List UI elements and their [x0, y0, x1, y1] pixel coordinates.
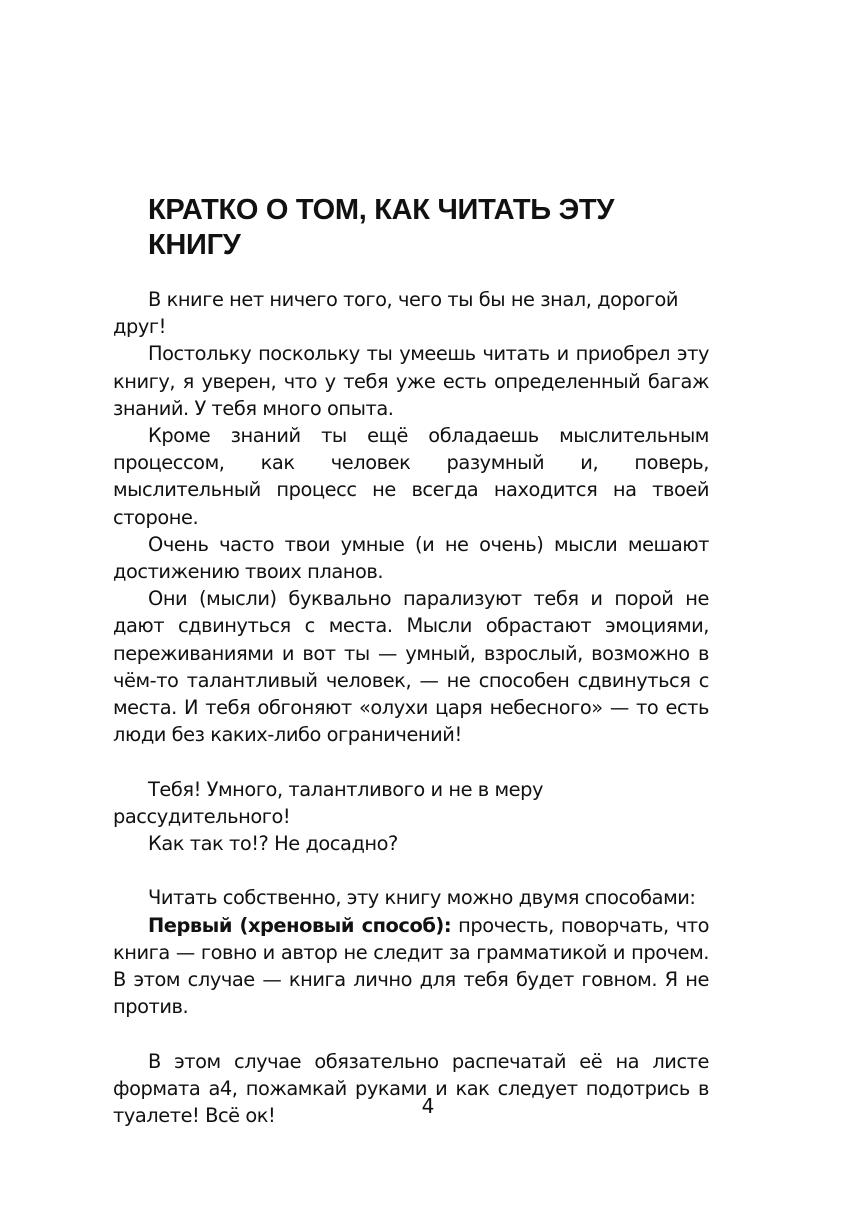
chapter-body	[113, 286, 709, 1129]
paragraph-6: Тебя! Умного, талантливого и не в меру рассудительного!	[113, 777, 543, 828]
page-number: 4	[421, 1094, 435, 1118]
first-method-label: Первый (хреновый способ):	[148, 913, 452, 937]
paragraph-8: Читать собственно, эту книгу можно двумя способами:	[148, 886, 696, 910]
paragraph-1: В книге нет ничего того, чего ты бы не знал, дорогой друг!	[113, 288, 679, 339]
paragraph-3: Кроме знаний ты ещё обладаешь мыслительным процессом, как человек разумный и, поверь, мыслительный процесс не всегда находится на твоей стороне.	[113, 424, 709, 529]
paragraph-5: Они (мысли) буквально парализуют тебя и порой не дают сдвинуться с места. Мысли обрастают эмоциями, переживаниями и вот ты — умный, взрослый, возможно в чём-то талантливый человек, — не способен сдвинуться с места. И тебя обгоняют «олухи царя небесного» — то есть люди без каких-либо ограничений!	[113, 587, 709, 747]
first-method-text: прочесть, поворчать, что книга — говно и автор не следит за грамматикой и прочем. В этом случае — книга лично для тебя будет говном. Я не против.	[113, 913, 709, 1019]
paragraph-2: Постольку поскольку ты умеешь читать и приобрел эту книгу, я уверен, что у тебя уже есть определенный багаж знаний. У тебя много опыта.	[113, 342, 709, 420]
paragraph-10: В этом случае обязательно распечатай её на листе формата а4, пожамкай руками и как следует подотрись в туалете! Всё ок!	[113, 1049, 709, 1128]
chapter-title	[148, 193, 708, 263]
paragraph-4: Очень часто твои умные (и не очень) мысли мешают достижению твоих планов.	[113, 532, 709, 584]
paragraph-7: Как так то!? Не досадно?	[148, 832, 398, 856]
paragraph-9	[113, 912, 709, 1021]
chapter-title-line-1: КРАТКО О ТОМ, КАК ЧИТАТЬ ЭТУ	[148, 194, 615, 226]
chapter-title-line-2: КНИГУ	[148, 229, 241, 261]
